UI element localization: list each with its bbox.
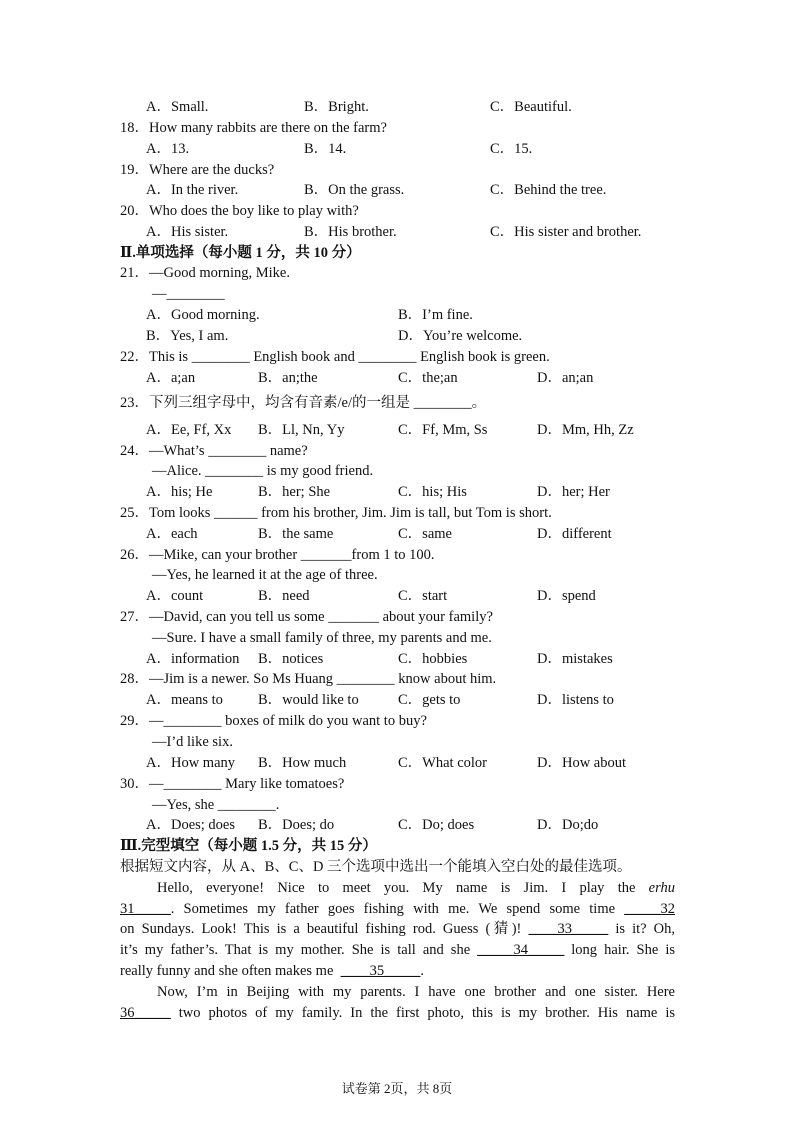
q24-option-b: B．her; She [258, 484, 331, 500]
q30-option-c: C．Do; does [398, 817, 475, 833]
q22-option-d: D．an;an [537, 370, 594, 386]
q21-option-c: B．Yes, I am. [146, 328, 229, 344]
passage-text: Hello, everyone! Nice to meet you. My name is Jim. I play the [157, 880, 636, 896]
passage-line-2 [120, 900, 675, 918]
q30-option-a: A．Does; does [146, 817, 236, 833]
q23-question: 23．下列三组字母中，均含有音素/e/的一组是 ________。 [120, 395, 487, 411]
q23-option-c: C．Ff, Mm, Ss [398, 422, 488, 438]
q22-option-c: C．the;an [398, 370, 458, 386]
q24-question: 24．—What’s ________ name? [120, 443, 308, 459]
passage-text: is it? Oh, [615, 921, 676, 937]
q26-response: —Yes, he learned it at the age of three. [152, 567, 378, 583]
q29-question: 29．—________ boxes of milk do you want to buy? [120, 713, 427, 729]
section-3-instructions: 根据短文内容，从 A、B、C、D 三个选项中选出一个能填入空白处的最佳选项。 [120, 859, 632, 875]
q30-question: 30．—________ Mary like tomatoes? [120, 776, 345, 792]
q25-option-d: D．different [537, 526, 612, 542]
q25-option-c: C．same [398, 526, 452, 542]
q29-option-c: C．What color [398, 755, 487, 771]
page-footer: 试卷第 2页，共 8页 [341, 1081, 453, 1096]
q27-response: —Sure. I have a small family of three, my parents and me. [152, 630, 492, 646]
passage-line-1 [157, 879, 675, 897]
q25-option-b: B．the same [258, 526, 334, 542]
passage-line-7 [120, 1004, 675, 1022]
q27-option-b: B．notices [258, 651, 324, 667]
passage-line-5 [120, 962, 424, 980]
passage-text: two photos of my family. In the first photo, this is my brother. His name is [178, 1005, 676, 1021]
q24-option-c: C．his; His [398, 484, 467, 500]
q17-option-a: A．Small. [146, 99, 209, 115]
passage-italic-word: erhu [648, 880, 675, 896]
q25-option-a: A．each [146, 526, 198, 542]
blank-32: _____32 [624, 901, 675, 917]
q19-option-a: A．In the river. [146, 182, 239, 198]
q30-response: —Yes, she ________. [152, 797, 280, 813]
q25-question: 25．Tom looks ______ from his brother, Jim. Jim is tall, but Tom is short. [120, 505, 552, 521]
q19-question: 19．Where are the ducks? [120, 162, 275, 178]
q26-option-d: D．spend [537, 588, 596, 604]
q27-option-a: A．information [146, 651, 240, 667]
q23-option-d: D．Mm, Hh, Zz [537, 422, 634, 438]
q26-option-c: C．start [398, 588, 448, 604]
q17-option-b: B．Bright. [304, 99, 369, 115]
q29-option-d: D．How about [537, 755, 627, 771]
passage-line-3 [120, 920, 675, 938]
passage-text: Now, I’m in Beijing with my parents. I have one brother and one sister. Here [157, 984, 675, 1000]
passage-text: it’s my father’s. That is my mother. She is tall and she [120, 942, 471, 958]
q28-option-c: C．gets to [398, 692, 461, 708]
q19-option-b: B．On the grass. [304, 182, 405, 198]
q20-option-c: C．His sister and brother. [490, 224, 642, 240]
q24-response: —Alice. ________ is my good friend. [152, 463, 374, 479]
passage-text: really funny and she often makes me [120, 963, 334, 979]
q26-question: 26．—Mike, can your brother _______from 1 to 100. [120, 547, 435, 563]
q21-option-a: A．Good morning. [146, 307, 260, 323]
q20-option-a: A．His sister. [146, 224, 229, 240]
passage-text: . Sometimes my father goes fishing with me. We spend some time [170, 901, 616, 917]
q30-option-b: B．Does; do [258, 817, 335, 833]
q29-response: —I’d like six. [152, 734, 233, 750]
q28-option-d: D．listens to [537, 692, 614, 708]
passage-text: . [420, 963, 425, 979]
q18-option-b: B．14. [304, 141, 347, 157]
q27-option-c: C．hobbies [398, 651, 468, 667]
q29-option-b: B．How much [258, 755, 347, 771]
q20-option-b: B．His brother. [304, 224, 397, 240]
blank-34: _____34_____ [477, 942, 565, 958]
q22-question: 22．This is ________ English book and ________ English book is green. [120, 349, 550, 365]
q24-option-d: D．her; Her [537, 484, 610, 500]
passage-line-6 [157, 983, 675, 1001]
q28-option-a: A．means to [146, 692, 223, 708]
q21-option-d: D．You’re welcome. [398, 328, 523, 344]
q23-option-a: A．Ee, Ff, Xx [146, 422, 232, 438]
q22-option-a: A．a;an [146, 370, 196, 386]
q29-option-a: A．How many [146, 755, 236, 771]
q21-question: 21．—Good morning, Mike. [120, 265, 290, 281]
passage-text: long hair. She is [571, 942, 676, 958]
blank-35: ____35_____ [340, 963, 421, 979]
blank-36: 36_____ [120, 1005, 171, 1021]
q22-option-b: B．an;the [258, 370, 318, 386]
q23-option-b: B．Ll, Nn, Yy [258, 422, 345, 438]
blank-31: 31_____ [120, 901, 171, 917]
passage-text: on Sundays. Look! This is a beautiful fishing rod. Guess (猜)! [120, 921, 522, 937]
q26-option-a: A．count [146, 588, 204, 604]
q18-option-c: C．15. [490, 141, 533, 157]
q28-option-b: B．would like to [258, 692, 359, 708]
q27-question: 27．—David, can you tell us some _______ about your family? [120, 609, 493, 625]
q18-question: 18．How many rabbits are there on the farm? [120, 120, 387, 136]
passage-line-4 [120, 941, 675, 959]
q17-option-c: C．Beautiful. [490, 99, 572, 115]
q21-option-b: B．I’m fine. [398, 307, 473, 323]
blank-33: ____33_____ [528, 921, 609, 937]
q27-option-d: D．mistakes [537, 651, 613, 667]
section-3-title: Ⅲ.完型填空（每小题 1.5 分，共 15 分） [120, 838, 377, 854]
q20-question: 20．Who does the boy like to play with? [120, 203, 359, 219]
q19-option-c: C．Behind the tree. [490, 182, 607, 198]
q28-question: 28．—Jim is a newer. So Ms Huang ________ know about him. [120, 671, 497, 687]
q24-option-a: A．his; He [146, 484, 213, 500]
q18-option-a: A．13. [146, 141, 190, 157]
q21-response: —________ [152, 286, 225, 302]
section-2-title: Ⅱ.单项选择（每小题 1 分，共 10 分） [120, 245, 361, 261]
q30-option-d: D．Do;do [537, 817, 599, 833]
q26-option-b: B．need [258, 588, 310, 604]
